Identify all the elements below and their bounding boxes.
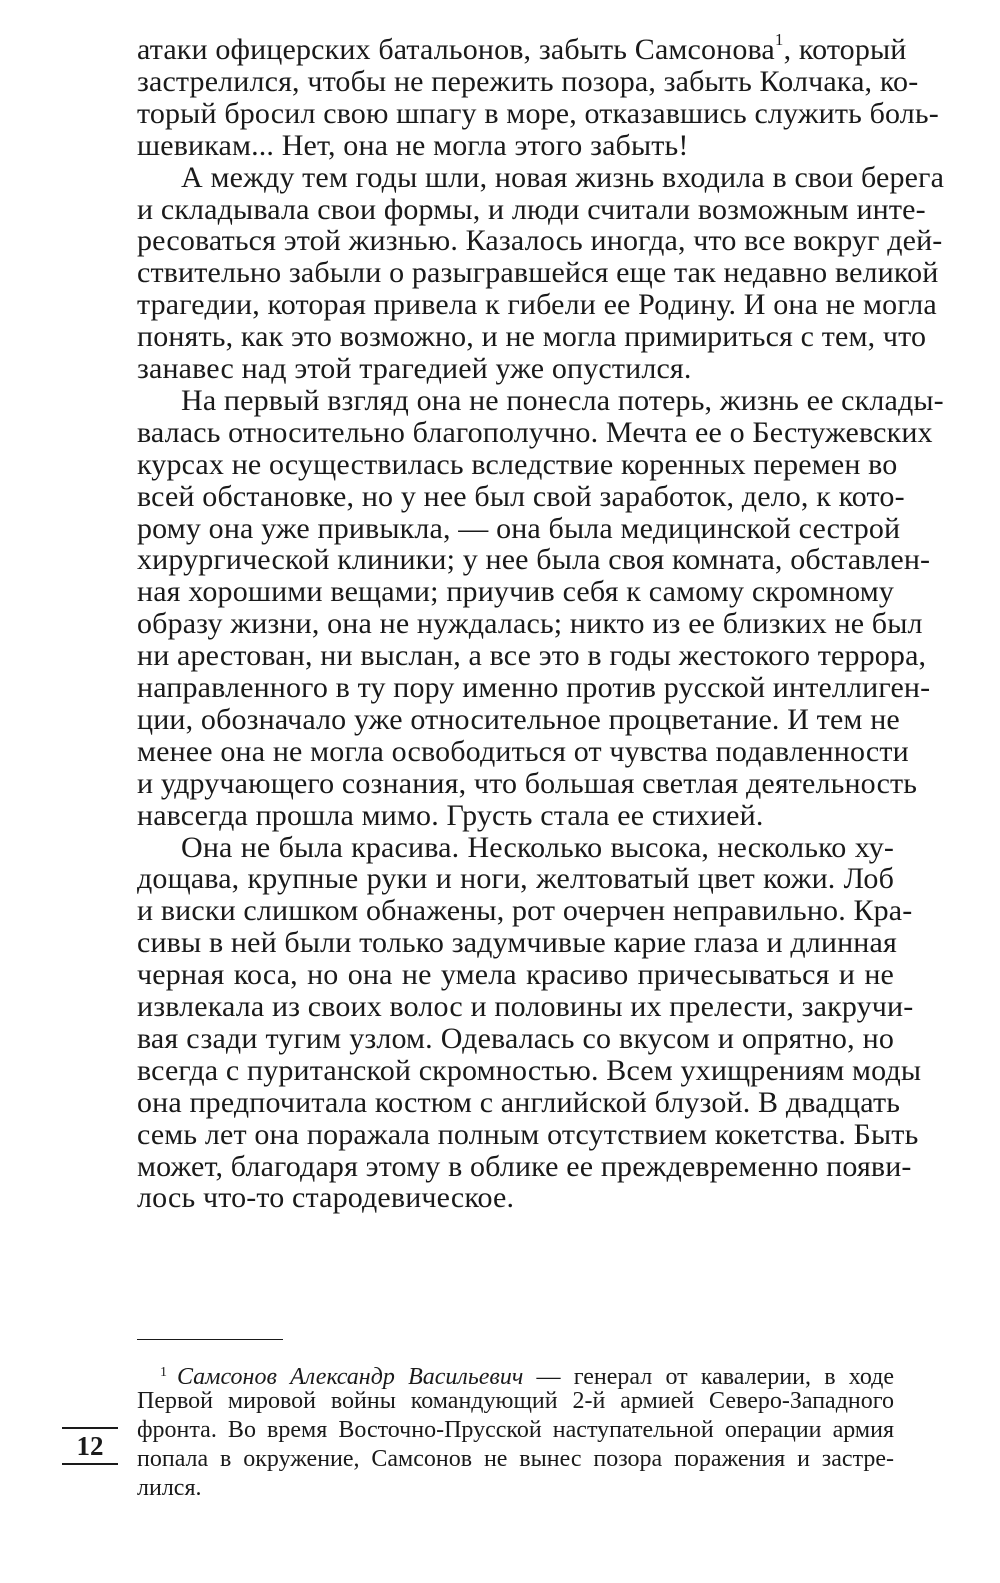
text-line: образу жизни, она не нуждалась; никто из ее близких не был xyxy=(137,607,923,640)
paragraph-start: А между тем годы шли, новая жизнь входила в свои берега xyxy=(181,161,945,194)
text-line: вая сзади тугим узлом. Одевалась со вкусом и опрятно, но xyxy=(137,1022,894,1055)
text-line: торый бросил свою шпагу в море, отказавшись служить боль- xyxy=(137,97,939,130)
text-line: рому она уже привыкла, — она была медицинской сестрой xyxy=(137,512,901,545)
footnote-mark: 1 xyxy=(160,1365,167,1380)
text-line: ствительно забыли о разыгравшейся еще так недавно великой xyxy=(137,256,939,289)
footnote-line: Первой мировой войны командующий 2-й армией Северо-Западного xyxy=(137,1388,894,1414)
text-line: и складывала свои формы, и люди считали возможным инте- xyxy=(137,193,926,226)
footnote-line: $^1$ Самсонов Александр Васильевич — генерал от кавалерии, в ходе xyxy=(160,1364,894,1390)
text-line: хирургической клиники; у нее была своя комната, обставлен- xyxy=(137,543,931,576)
text-line: дощава, крупные руки и ноги, желтоватый цвет кожи. Лоб xyxy=(137,862,894,895)
text-line: шевикам... Нет, она не могла этого забыть! xyxy=(137,129,689,162)
text-line: и виски слишком обнажены, рот очерчен неправильно. Кра- xyxy=(137,894,913,927)
text-line: застрелился, чтобы не пережить позора, забыть Колчака, ко- xyxy=(137,65,919,98)
text-line: менее она не могла освободиться от чувства подавленности xyxy=(137,735,909,768)
text-line: ресоваться этой жизнью. Казалось иногда, что все вокруг дей- xyxy=(137,224,943,257)
text-line: атаки офицерских батальонов, забыть Самсонова$^1$, который xyxy=(137,30,907,66)
page-number-bar-top xyxy=(62,1427,118,1429)
footnote-line: попала в окружение, Самсонов не вынес позора поражения и застре- xyxy=(137,1446,894,1472)
text-line: извлекала из своих волос и половины их прелести, закручи- xyxy=(137,990,914,1023)
text-line: сивы в ней были только задумчивые карие глаза и длинная xyxy=(137,926,897,959)
text-line: ная хорошими вещами; приучив себя к самому скромному xyxy=(137,575,894,608)
paragraph-start: На первый взгляд она не понесла потерь, жизнь ее склады- xyxy=(181,384,944,417)
text-line: всей обстановке, но у нее был свой заработок, дело, к кото- xyxy=(137,480,905,513)
footnote-line: лился. xyxy=(137,1475,202,1501)
page-number-bar-bottom xyxy=(62,1463,118,1465)
text-line: занавес над этой трагедией уже опустился. xyxy=(137,352,692,385)
footnote-line: фронта. Во время Восточно-Прусской наступательной операции армия xyxy=(137,1417,894,1443)
footnote-reference: 1 xyxy=(774,30,784,49)
text-line: черная коса, но она не умела красиво причесываться и не xyxy=(137,958,894,991)
text-line: курсах не осуществилась вследствие коренных перемен во xyxy=(137,448,898,481)
paragraph-start: Она не была красива. Несколько высока, несколько ху- xyxy=(181,831,894,864)
text-line: направленного в ту пору именно против русской интеллиген- xyxy=(137,671,931,704)
text-line: всегда с пуританской скромностью. Всем ухищрениям моды xyxy=(137,1054,922,1087)
text-line: валась относительно благополучно. Мечта ее о Бестужевских xyxy=(137,416,933,449)
text-line: и удручающего сознания, что большая светлая деятельность xyxy=(137,767,918,800)
text-line: трагедии, которая привела к гибели ее Родину. И она не могла xyxy=(137,288,937,321)
text-line: лось что-то стародевическое. xyxy=(137,1181,515,1214)
footnote-person-name: Самсонов Александр Васильевич xyxy=(177,1364,524,1390)
text-line: ции, обозначало уже относительное процветание. И тем не xyxy=(137,703,900,736)
text-line: может, благодаря этому в облике ее преждевременно появи- xyxy=(137,1150,912,1183)
text-line: понять, как это возможно, и не могла примириться с тем, что xyxy=(137,320,927,353)
text-line: ни арестован, ни выслан, а все это в годы жестокого террора, xyxy=(137,639,927,672)
page-number: 12 xyxy=(76,1431,104,1461)
text-line: она предпочитала костюм с английской блузой. В двадцать xyxy=(137,1086,901,1119)
text-line: семь лет она поражала полным отсутствием кокетства. Быть xyxy=(137,1118,919,1151)
text-line: навсегда прошла мимо. Грусть стала ее стихией. xyxy=(137,799,764,832)
footnote-rule xyxy=(137,1339,283,1340)
